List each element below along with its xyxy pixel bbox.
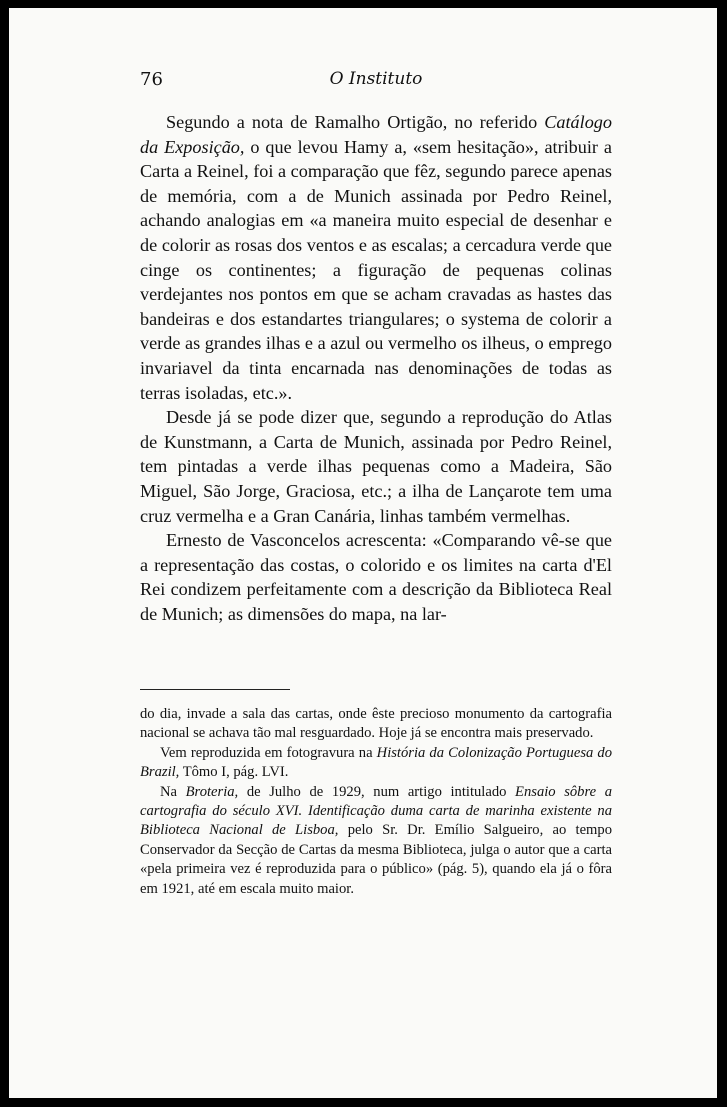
fn3-text-a: Na (160, 783, 186, 800)
footnote-3 (140, 783, 612, 899)
page-number: 76 (140, 69, 163, 90)
footnote-rule (140, 689, 290, 690)
p1-text-a: Segundo a nota de Ramalho Ortigão, no referido (166, 112, 545, 132)
fn3-italic-article: Ensaio sôbre a cartografia do século XVI. Identificação duma carta de marinha existente na Biblioteca Nacional de Lisboa, (140, 783, 612, 839)
fn2-text-a: Vem reproduzida em fotogravura na (160, 744, 377, 761)
main-text (140, 110, 612, 626)
page-header (140, 69, 612, 95)
running-title: O Instituto (329, 69, 423, 89)
fn2-italic-title: História da Colonização Portuguesa do Brazil, (140, 744, 612, 781)
fn3-italic-journal: Broteria, (185, 783, 239, 800)
footnotes (140, 705, 612, 899)
paragraph-1 (140, 110, 612, 405)
paragraph-2: Desde já se pode dizer que, segundo a reprodução do Atlas de Kunstmann, a Carta de Munich, assinada por Pedro Reinel, tem pintadas a verde ilhas pequenas como a Madeira, São Miguel, São Jorge, Graciosa, etc.; a ilha de Lançarote tem uma cruz vermelha e a Gran Canária, linhas também vermelhas. (140, 407, 612, 526)
footnote-1: do dia, invade a sala das cartas, onde êste precioso monumento da cartografia nacional se achava tão mal resguardado. Hoje já se encontra mais preservado. (140, 706, 612, 742)
paragraph-3: Ernesto de Vasconcelos acrescenta: «Comparando vê-se que a representação das costas, o colorido e os limites na carta d'El Rei condizem perfeitamente com a descrição da Biblioteca Real de Munich; as dimensões do mapa, na lar- (140, 530, 612, 624)
fn2-text-b: Tômo I, pág. LVI. (179, 764, 289, 781)
footnote-2 (140, 744, 612, 783)
p1-italic-title: Catálogo da Exposição, (140, 112, 612, 157)
fn3-text-b: de Julho de 1929, num artigo intitulado (238, 783, 516, 800)
p1-text-b: o que levou Hamy a, «sem hesitação», atribuir a Carta a Reinel, foi a comparação que fêz, segundo parece apenas de memória, com a de Munich assinada por Pedro Reinel, achando analogias em «a maneira muito especial de desenhar e de colorir as rosas dos ventos e as escalas; a cercadura verde que cinge os continentes; a figuração de pequenas colinas verdejantes nos pontos em que se acham cravadas as hastes das bandeiras e dos estandartes triangulares; o systema de colorir a verde as grandes ilhas e a azul ou vermelho os ilheus, o emprego invariavel da tinta encarnada nas denominações de todas as terras isoladas, etc.». (140, 136, 612, 403)
fn3-text-c: pelo Sr. Dr. Emílio Salgueiro, ao tempo Conservador da Secção de Cartas da mesma Biblioteca, julga o autor que a carta «pela primeira vez é reproduzida para o público» (pág. 5), quando ela já o fôra em 1921, até em escala muito maior. (140, 822, 612, 897)
